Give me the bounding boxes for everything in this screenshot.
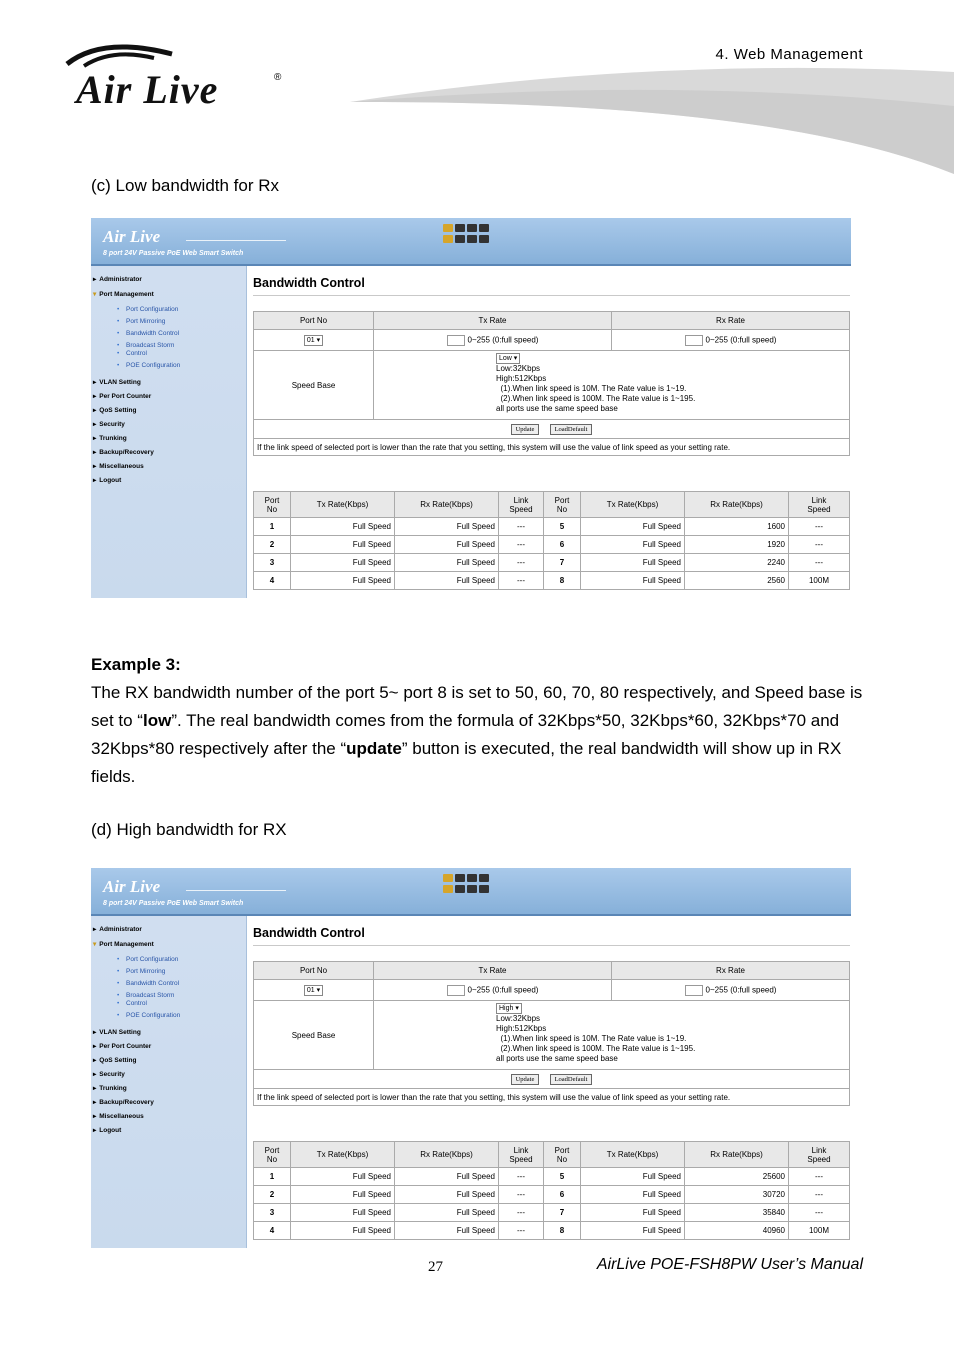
low-rate: Low:32Kbps (496, 364, 541, 373)
header-link-speed-left: Link Speed (499, 492, 544, 518)
header-rx-kbps-right: Rx Rate(Kbps) (685, 1142, 789, 1168)
nav-port-management[interactable]: ▾ Port Management (93, 940, 154, 948)
page-number: 27 (428, 1259, 443, 1275)
header-tx-kbps-right: Tx Rate(Kbps) (581, 1142, 685, 1168)
sub-bandwidth-control[interactable]: • Bandwidth Control (126, 980, 179, 987)
sub-poe-configuration[interactable]: • POE Configuration (126, 362, 180, 369)
speed-base-label: Speed Base (254, 351, 374, 420)
header-port-no: Port No (254, 962, 374, 980)
example-bold-low: low (142, 711, 172, 730)
port-status-icon (443, 874, 491, 896)
tx-rate-input[interactable] (447, 985, 465, 996)
sidebar (91, 916, 247, 1248)
speed-base-select[interactable]: High ▾ (496, 1003, 522, 1014)
link-speed-note: If the link speed of selected port is lower than the rate that you setting, this system will use the value of link speed as your setting rate. (254, 439, 850, 456)
screenshot-high-bandwidth (91, 868, 851, 1248)
screenshot-low-bandwidth (91, 218, 851, 598)
note-10m: (1).When link speed is 10M. The Rate value is 1~19. (500, 1034, 687, 1043)
port-rate-table (253, 491, 850, 590)
high-rate: High:512Kbps (496, 1024, 547, 1033)
speed-base-label: Speed Base (254, 1001, 374, 1070)
sub-broadcast-storm-control[interactable]: • Control (126, 350, 147, 357)
manual-title: AirLive POE-FSH8PW User’s Manual (596, 1256, 863, 1273)
nav-vlan-setting[interactable]: ▸ VLAN Setting (93, 378, 141, 386)
note-100m: (2).When link speed is 100M. The Rate value is 1~195. (500, 394, 696, 403)
nav-backup-recovery[interactable]: ▸ Backup/Recovery (93, 448, 154, 456)
nav-trunking[interactable]: ▸ Trunking (93, 1084, 127, 1092)
nav-miscellaneous[interactable]: ▸ Miscellaneous (93, 1112, 144, 1120)
header-rx-kbps-left: Rx Rate(Kbps) (395, 492, 499, 518)
rx-rate-hint: 0~255 (0:full speed) (705, 985, 777, 995)
app-banner (91, 868, 851, 916)
logo-text: Air Live (76, 67, 219, 112)
banner-line (186, 240, 286, 241)
header-port-no-left: Port No (254, 492, 291, 518)
banner-logo: Air Live (103, 227, 161, 246)
speed-base-select[interactable]: Low ▾ (496, 353, 520, 364)
port-status-icon (443, 224, 491, 246)
update-button[interactable]: Update (511, 424, 540, 435)
nav-port-management[interactable]: ▾ Port Management (93, 290, 154, 298)
header-rx-rate: Rx Rate (612, 312, 850, 330)
link-speed-note: If the link speed of selected port is lower than the rate that you setting, this system will use the value of link speed as your setting rate. (254, 1089, 850, 1106)
table-row: 4 Full Speed Full Speed --- 8 Full Speed 40960 100M (254, 1222, 850, 1240)
header-tx-rate: Tx Rate (374, 312, 612, 330)
example-title: Example 3: (91, 655, 181, 674)
nav-trunking[interactable]: ▸ Trunking (93, 434, 127, 442)
banner-subtitle: 8 port 24V Passive PoE Web Smart Switch (103, 900, 244, 907)
nav-qos-setting[interactable]: ▸ QoS Setting (93, 1056, 136, 1064)
note-100m: (2).When link speed is 100M. The Rate value is 1~195. (500, 1044, 696, 1053)
header-link-speed-right: Link Speed (789, 1142, 850, 1168)
note-same-base: all ports use the same speed base (496, 404, 618, 413)
sub-poe-configuration[interactable]: • POE Configuration (126, 1012, 180, 1019)
caption-low-bandwidth: (c) Low bandwidth for Rx (91, 176, 280, 195)
header-rx-rate: Rx Rate (612, 962, 850, 980)
banner-line (186, 890, 286, 891)
low-rate: Low:32Kbps (496, 1014, 541, 1023)
bandwidth-config-table (253, 311, 850, 456)
banner-logo: Air Live (103, 877, 161, 896)
example-block (91, 651, 871, 791)
header-tx-kbps-left: Tx Rate(Kbps) (291, 1142, 395, 1168)
example-text-3: ” button is executed, the real bandwidth will show up in RX fields. (91, 739, 842, 786)
title-divider (253, 295, 850, 296)
header-rx-kbps-right: Rx Rate(Kbps) (685, 492, 789, 518)
chapter-title: 4. Web Management (715, 46, 863, 63)
bandwidth-config-table (253, 961, 850, 1106)
header-link-speed-right: Link Speed (789, 492, 850, 518)
note-same-base: all ports use the same speed base (496, 1054, 618, 1063)
sub-port-mirroring[interactable]: • Port Mirroring (126, 318, 165, 325)
nav-administrator[interactable]: ▸ Administrator (93, 275, 142, 283)
nav-per-port-counter[interactable]: ▸ Per Port Counter (93, 1042, 151, 1050)
example-bold-update: update (346, 739, 402, 758)
header-rx-kbps-left: Rx Rate(Kbps) (395, 1142, 499, 1168)
port-select[interactable]: 01 ▾ (304, 985, 323, 996)
header-port-no-right: Port No (544, 1142, 581, 1168)
tx-rate-hint: 0~255 (0:full speed) (467, 985, 539, 995)
load-default-button[interactable]: LoadDefault (550, 1074, 593, 1085)
rx-rate-input[interactable] (685, 335, 703, 346)
nav-qos-setting[interactable]: ▸ QoS Setting (93, 406, 136, 414)
rx-rate-hint: 0~255 (0:full speed) (705, 335, 777, 345)
table-row: 3 Full Speed Full Speed --- 7 Full Speed 2240 --- (254, 554, 850, 572)
nav-vlan-setting[interactable]: ▸ VLAN Setting (93, 1028, 141, 1036)
tx-rate-input[interactable] (447, 335, 465, 346)
nav-administrator[interactable]: ▸ Administrator (93, 925, 142, 933)
table-row: 3 Full Speed Full Speed --- 7 Full Speed 35840 --- (254, 1204, 850, 1222)
example-text-2: ”. The real bandwidth comes from the formula of 32Kbps*50, 32Kbps*60, 32Kbps*70 and 32Kbps*80 respectively after the “ (91, 711, 840, 758)
nav-logout[interactable]: ▸ Logout (93, 1126, 121, 1134)
sidebar (91, 266, 247, 598)
title-divider (253, 945, 850, 946)
table-row: 4 Full Speed Full Speed --- 8 Full Speed 2560 100M (254, 572, 850, 590)
rx-rate-input[interactable] (685, 985, 703, 996)
header-tx-kbps-right: Tx Rate(Kbps) (581, 492, 685, 518)
banner-subtitle: 8 port 24V Passive PoE Web Smart Switch (103, 250, 244, 257)
nav-per-port-counter[interactable]: ▸ Per Port Counter (93, 392, 151, 400)
nav-security[interactable]: ▸ Security (93, 420, 125, 428)
sub-broadcast-storm[interactable]: • Broadcast Storm (126, 342, 174, 349)
sub-broadcast-storm-control[interactable]: • Control (126, 1000, 147, 1007)
nav-miscellaneous[interactable]: ▸ Miscellaneous (93, 462, 144, 470)
sub-bandwidth-control[interactable]: • Bandwidth Control (126, 330, 179, 337)
app-banner (91, 218, 851, 266)
port-select[interactable]: 01 ▾ (304, 335, 323, 346)
update-button[interactable]: Update (511, 1074, 540, 1085)
table-row: 1 Full Speed Full Speed --- 5 Full Speed 1600 --- (254, 518, 850, 536)
example-text-1: The RX bandwidth number of the port 5~ port 8 is set to 50, 60, 70, 80 respectively, and Speed base is set to “ (91, 683, 863, 730)
page-title: Bandwidth Control (253, 926, 365, 940)
table-row: 2 Full Speed Full Speed --- 6 Full Speed 30720 --- (254, 1186, 850, 1204)
load-default-button[interactable]: LoadDefault (550, 424, 593, 435)
airlive-logo (62, 40, 292, 110)
header-tx-kbps-left: Tx Rate(Kbps) (291, 492, 395, 518)
header-port-no-right: Port No (544, 492, 581, 518)
sub-port-mirroring[interactable]: • Port Mirroring (126, 968, 165, 975)
header-tx-rate: Tx Rate (374, 962, 612, 980)
high-rate: High:512Kbps (496, 374, 547, 383)
page-title: Bandwidth Control (253, 276, 365, 290)
port-rate-table (253, 1141, 850, 1240)
tx-rate-hint: 0~255 (0:full speed) (467, 335, 539, 345)
sub-broadcast-storm[interactable]: • Broadcast Storm (126, 992, 174, 999)
note-10m: (1).When link speed is 10M. The Rate value is 1~19. (500, 384, 687, 393)
nav-logout[interactable]: ▸ Logout (93, 476, 121, 484)
table-row: 1 Full Speed Full Speed --- 5 Full Speed 25600 --- (254, 1168, 850, 1186)
header-swoosh (350, 66, 954, 176)
sub-port-configuration[interactable]: • Port Configuration (126, 306, 178, 313)
nav-security[interactable]: ▸ Security (93, 1070, 125, 1078)
caption-high-bandwidth: (d) High bandwidth for RX (91, 820, 287, 839)
registered-mark: ® (274, 72, 282, 83)
table-row: 2 Full Speed Full Speed --- 6 Full Speed 1920 --- (254, 536, 850, 554)
nav-backup-recovery[interactable]: ▸ Backup/Recovery (93, 1098, 154, 1106)
sub-port-configuration[interactable]: • Port Configuration (126, 956, 178, 963)
header-port-no: Port No (254, 312, 374, 330)
header-port-no-left: Port No (254, 1142, 291, 1168)
header-link-speed-left: Link Speed (499, 1142, 544, 1168)
